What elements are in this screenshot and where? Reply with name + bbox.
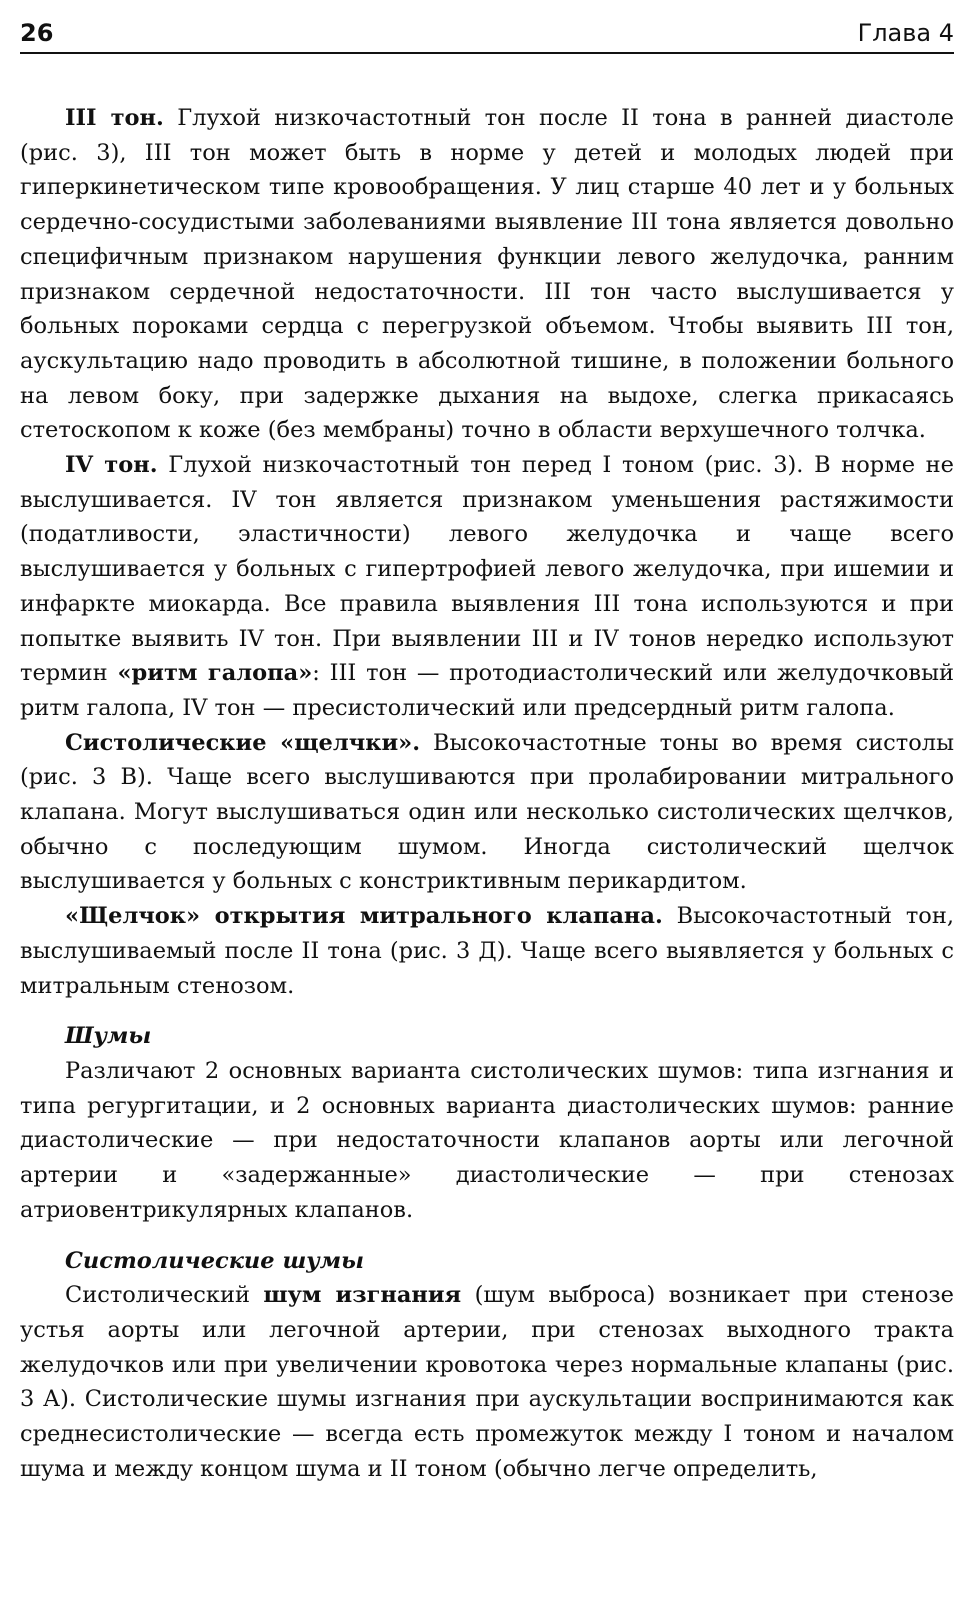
paragraph-opening-snap [20,899,954,1003]
paragraph-text: : III тон — протодиастолический или желудочковый ритм галопа, IV тон — пресистолический или предсердный ритм галопа. [20,660,955,721]
term-fourth-sound: IV тон. [65,452,158,479]
term-systolic-clicks: Систолические «щелчки». [65,729,421,756]
paragraph-systolic-clicks [20,726,954,900]
paragraph-text: Высокочастотный тон, выслушиваемый после II тона (рис. 3 Д). Чаще всего выявляется у больных с митральным стенозом. [20,903,954,999]
paragraph-murmur-types [20,1054,954,1228]
term-ejection-murmur: шум изгнания [263,1282,462,1309]
paragraph-text: (шум выброса) возникает при стенозе устья аорты или легочной артерии, при стенозах выходного тракта желудочков или при увеличении кровотока через нормальные клапаны (рис. 3 А). Систолические шумы изгнания при аускультации воспринимаются как среднесистолические — всегда есть промежуток между I тоном и началом шума и между концом шума и II тоном (обычно легче определить, [20,1282,954,1482]
book-page [20,0,954,1600]
paragraph-ejection-murmur [20,1278,954,1486]
paragraph-text: Систолический [65,1282,264,1309]
paragraph-third-heart-sound [20,101,954,448]
page-number: 26 [20,19,54,47]
section-heading-murmurs: Шумы [65,1023,152,1050]
paragraph-text: Высокочастотные тоны во время систолы (рис. 3 В). Чаще всего выслушиваются при пролабировании митрального клапана. Могут выслушиваться один или несколько систолических щелчков, обычно с последующим шумом. Иногда систолический щелчок выслушивается у больных с констриктивным перикардитом. [20,729,954,895]
paragraph-fourth-heart-sound [20,448,954,726]
paragraph-text: Глухой низкочастотный тон перед I тоном (рис. 3). В норме не выслушивается. IV тон является признаком уменьшения растяжимости (податливости, эластичности) левого желудочка и чаще всего выслушивается у больных с гипертрофией левого желудочка, при ишемии и инфаркте миокарда. Все правила выявления III тона используются и при попытке выявить IV тон. При выявлении III и IV тонов нередко используют термин [20,452,954,687]
term-gallop-rhythm: «ритм галопа» [117,660,313,687]
term-third-sound: III тон. [65,105,164,131]
chapter-label: Глава 4 [857,19,954,47]
body-text [20,101,954,1486]
section-heading-systolic-murmurs: Систолические шумы [65,1247,364,1274]
paragraph-text: Различают 2 основных варианта систолических шумов: типа изгнания и типа регургитации, и 2 основных варианта диастолических шумов: ранние диастолические — при недостаточности клапанов аорты или легочной артерии и «задержанные» диастолические — при стенозах атриовентрикулярных клапанов. [20,1057,954,1223]
running-header [20,14,954,54]
term-opening-snap: «Щелчок» открытия митрального клапана. [65,903,663,930]
paragraph-text: Глухой низкочастотный тон после II тона в ранней диастоле (рис. 3), III тон может быть в норме у детей и молодых людей при гиперкинетическом типе кровообращения. У лиц старше 40 лет и у больных сердечно-сосудистыми заболеваниями выявление III тона является довольно специфичным признаком нарушения функции левого желудочка, ранним признаком сердечной недостаточности. III тон часто выслушивается у больных пороками сердца с перегрузкой объемом. Чтобы выявить III тон, аускультацию надо проводить в абсолютной тишине, в положении больного на левом боку, при задержке дыхания на выдохе, слегка прикасаясь стетоскопом к коже (без мембраны) точно в области верхушечного толчка. [20,105,954,444]
